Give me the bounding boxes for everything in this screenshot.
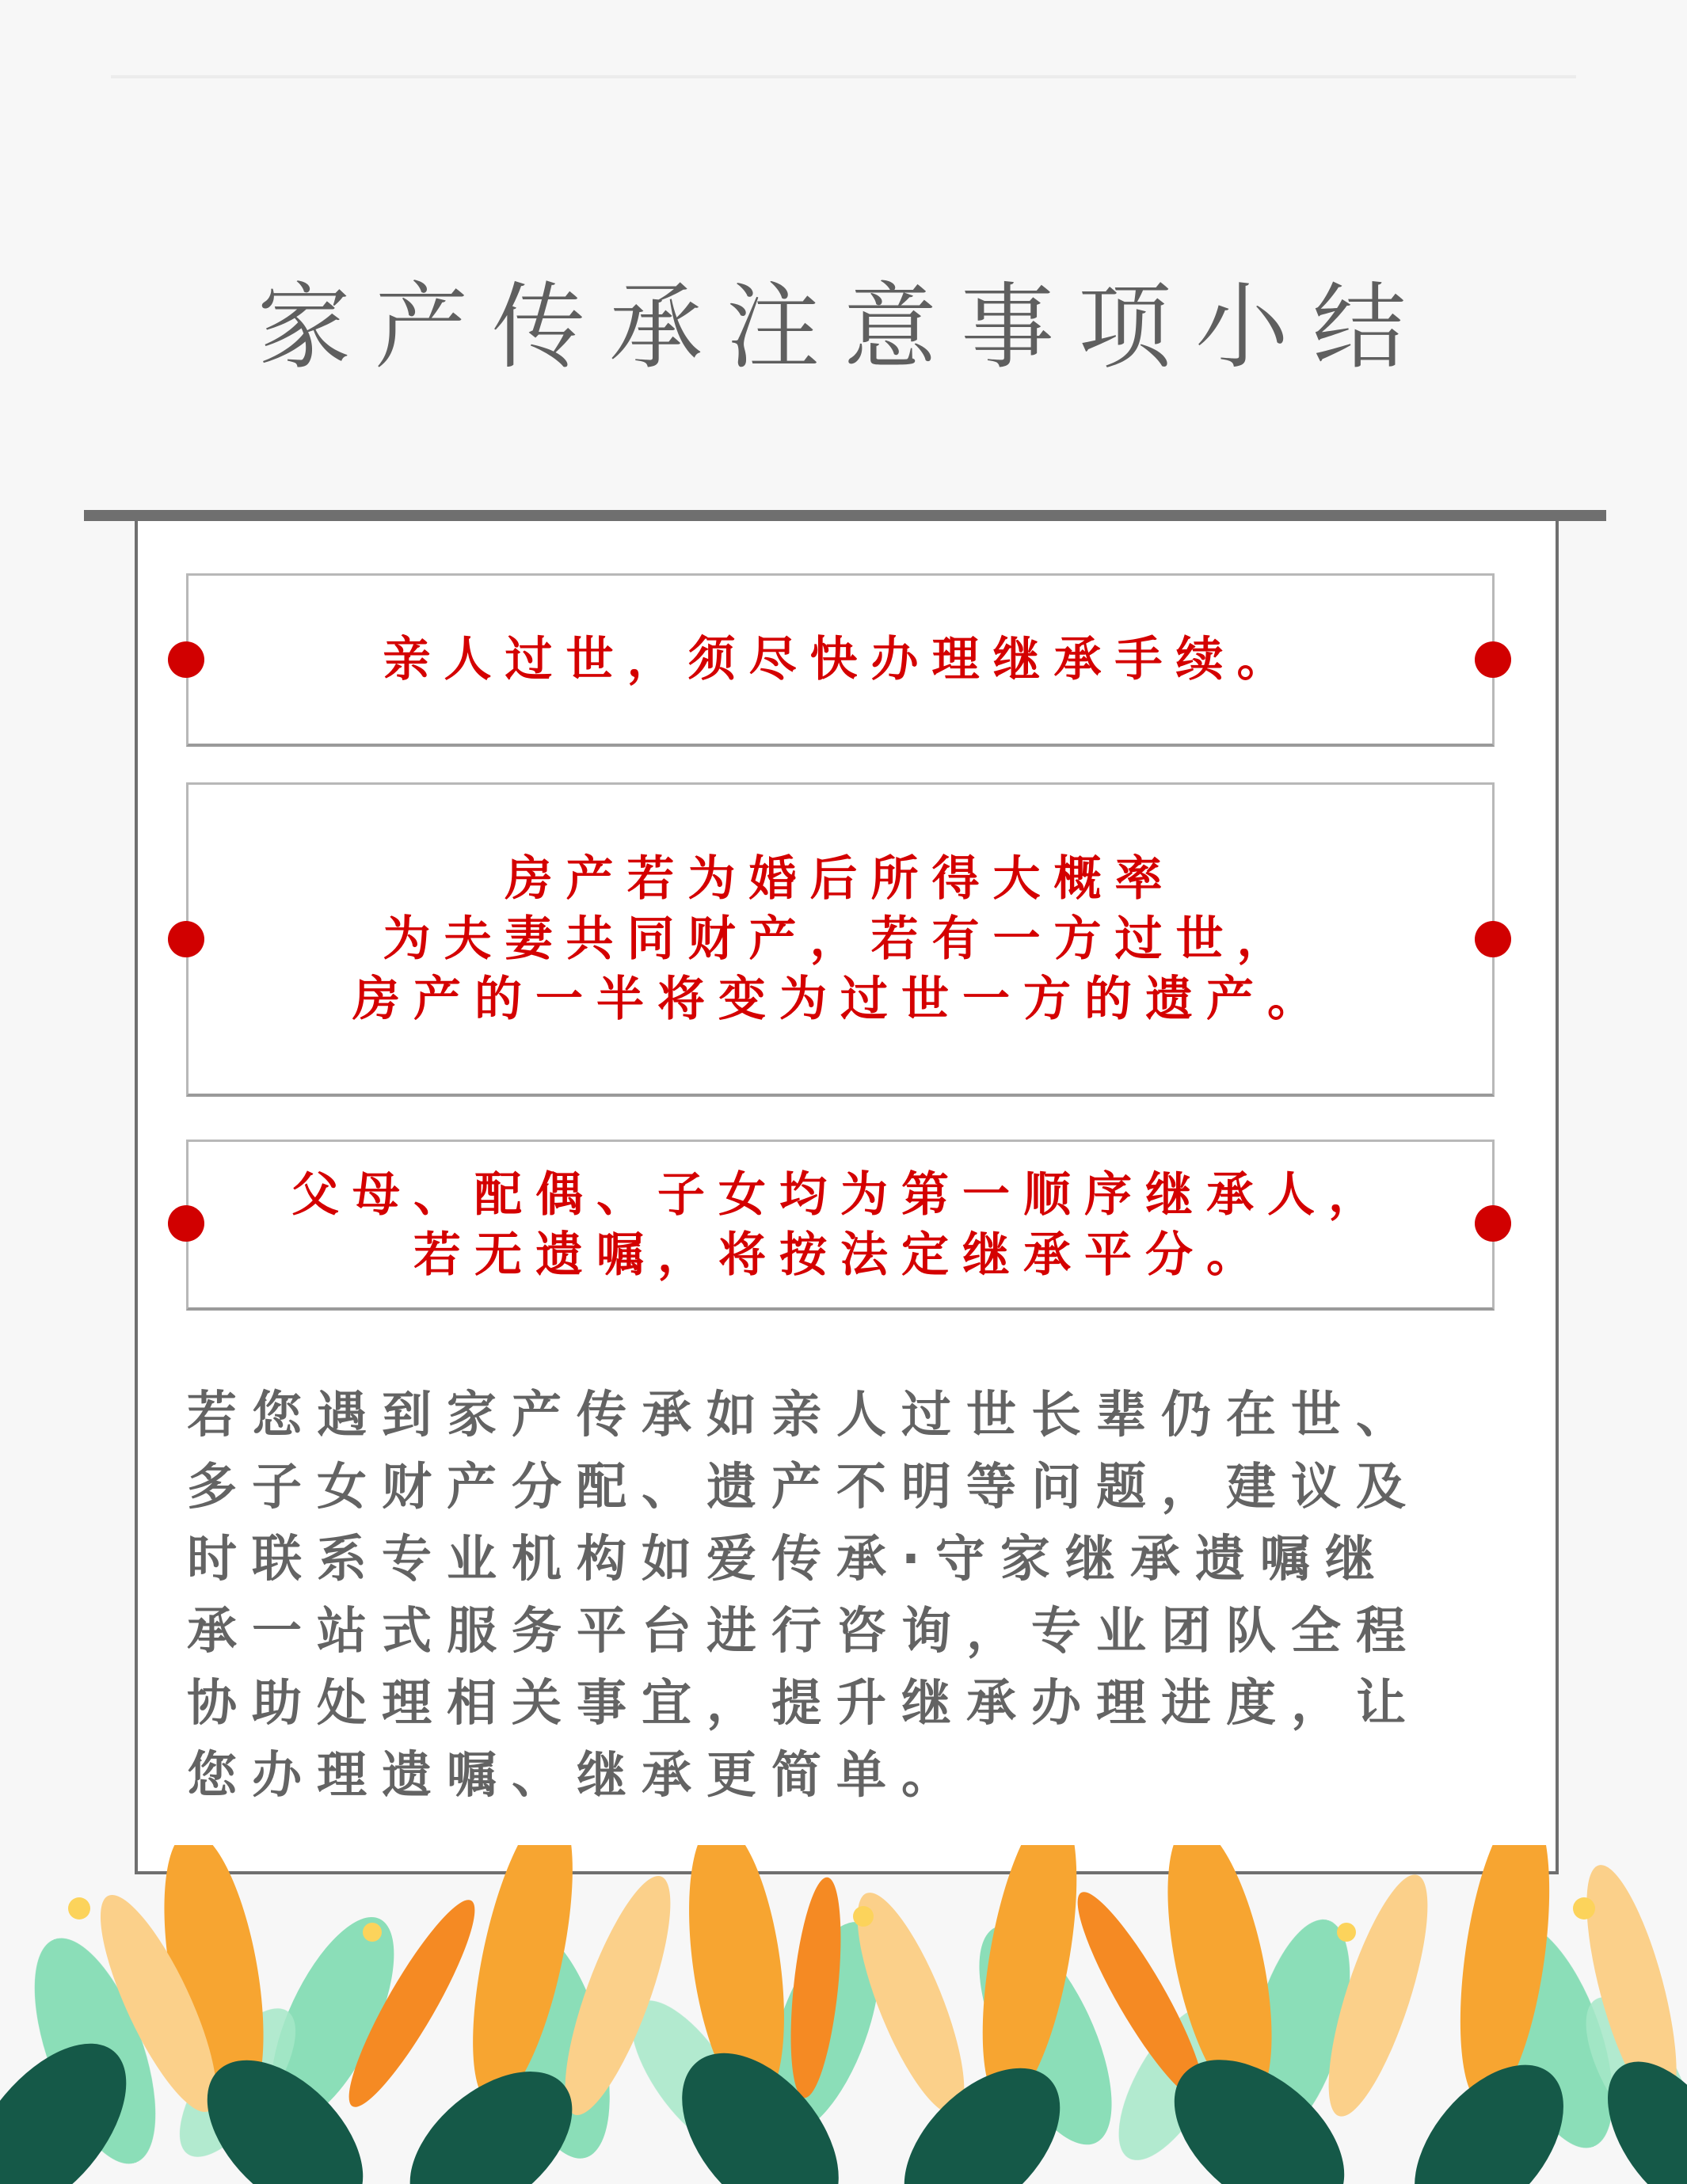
- pin-dot-right-2: [1475, 921, 1511, 957]
- leaf-border-illustration: [0, 1845, 1687, 2184]
- note-card-3: [186, 1140, 1495, 1311]
- note-2-line-2: 为夫妻共同财产，若有一方过世，: [383, 911, 1298, 967]
- note-card-1: [186, 573, 1495, 747]
- page-title: 家产传承注意事项小结: [257, 272, 1430, 382]
- note-2-line-3: 房产的一半将变为过世一方的遗产。: [352, 972, 1328, 1027]
- pin-dot-left-2: [168, 921, 204, 957]
- board-top-bar: [84, 510, 1606, 521]
- advice-line-6: 您办理遗嘱、继承更简单。: [187, 1746, 966, 1804]
- top-divider: [111, 75, 1576, 78]
- pin-dot-left-3: [168, 1205, 204, 1242]
- note-1-line-1: 亲人过世，须尽快办理继承手续。: [383, 632, 1298, 687]
- advice-paragraph: [187, 1379, 1518, 1811]
- advice-line-3: 时联系专业机构如爱传承·守家继承遗嘱继: [187, 1530, 1390, 1588]
- advice-line-1: 若您遇到家产传承如亲人过世长辈仍在世、: [187, 1386, 1421, 1444]
- note-3-line-1: 父母、配偶、子女均为第一顺序继承人，: [291, 1166, 1389, 1223]
- note-2-line-1: 房产若为婚后所得大概率: [505, 851, 1176, 907]
- note-text-3: [291, 1165, 1389, 1285]
- advice-line-5: 协助处理相关事宜，提升继承办理进度，让: [187, 1674, 1421, 1732]
- pin-dot-left-1: [168, 641, 204, 678]
- advice-line-2: 多子女财产分配、遗产不明等问题，建议及: [187, 1458, 1421, 1516]
- pin-dot-right-3: [1475, 1205, 1511, 1242]
- note-text-1: [383, 630, 1298, 690]
- note-card-2: [186, 782, 1495, 1097]
- advice-line-4: 承一站式服务平台进行咨询，专业团队全程: [187, 1602, 1421, 1660]
- note-3-line-2: 若无遗嘱，将按法定继承平分。: [413, 1227, 1267, 1283]
- pin-dot-right-1: [1475, 641, 1511, 678]
- note-text-2: [352, 849, 1328, 1029]
